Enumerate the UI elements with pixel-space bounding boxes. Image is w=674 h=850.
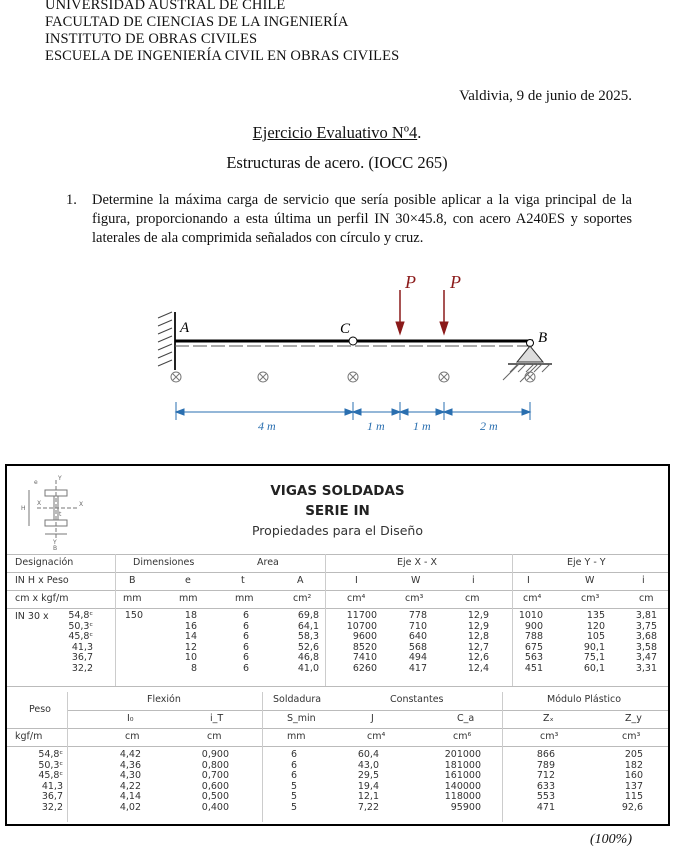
fig-label-y-bottom: Y [53, 539, 57, 546]
properties-table [5, 464, 670, 826]
table-cell: 3,75 [635, 620, 657, 632]
load-arrows [396, 290, 448, 334]
table-cell: 6260 [352, 662, 377, 674]
top-col-weight [59, 611, 93, 674]
unit-wx: cm³ [405, 593, 424, 604]
bottom-col-j [345, 750, 379, 813]
course-subtitle: Estructuras de acero. (IOCC 265) [226, 153, 448, 172]
table-cell: 140000 [444, 780, 481, 792]
top-col-ix [337, 611, 377, 674]
table-cell: 7410 [352, 652, 377, 663]
col-ix-radius: i [472, 575, 475, 586]
table-cell: 12,8 [467, 631, 489, 642]
col-ix: I [355, 575, 358, 586]
fig-label-e: e [34, 479, 38, 486]
table-cell: 0,800 [201, 759, 229, 771]
col-group-axis-x: Eje X - X [397, 557, 437, 568]
exercise-title [0, 123, 674, 143]
dim-label-1m-a: 1 m [367, 419, 385, 433]
bottom-col-zx [527, 750, 555, 813]
unit-zy: cm³ [622, 731, 641, 742]
top-col-iy-radius [623, 611, 657, 674]
designation-label: IN 30 x [15, 611, 49, 622]
dim-label-4m: 4 m [258, 419, 276, 433]
col-group-axis-y: Eje Y - Y [567, 557, 606, 568]
top-col-a [283, 611, 319, 674]
table-cell: 4,36 [119, 759, 141, 771]
table-cell: 41,0 [297, 662, 319, 674]
table-cell: 788 [524, 631, 543, 642]
table-cell: 4,22 [119, 780, 141, 792]
header-line: ESCUELA DE INGENIERÍA CIVIL EN OBRAS CIVILES [45, 48, 400, 64]
col-b: B [129, 575, 136, 586]
col-wx: W [411, 575, 421, 586]
table-cell: 789 [536, 759, 555, 771]
table-cell: 29,5 [357, 770, 379, 781]
table-cell: 451 [524, 662, 543, 674]
question-text: Determine la máxima carga de servicio que sería posible aplicar a la viga principal de la figura, proporcionando a esta última un perfil IN 30×45.8, con acero A240ES y soportes laterales de ala comprimida señalados con círculo y cruz. [92, 192, 632, 246]
table-cell: 568 [408, 641, 427, 653]
table-cell: 6 [242, 662, 249, 674]
top-col-t [231, 611, 249, 674]
top-col-wx [401, 611, 427, 674]
table-cell: 0,900 [201, 749, 229, 760]
beam-diagram [0, 262, 674, 437]
table-cell: 50,3ᶜ [38, 759, 63, 771]
table-cell: 5 [290, 791, 297, 802]
fig-label-t: t [59, 511, 62, 518]
table-series: SERIE IN [305, 503, 370, 519]
table-cell: 19,4 [357, 780, 379, 792]
table-cell: 6 [242, 652, 249, 663]
table-cell: 54,8ᶜ [38, 749, 63, 760]
exercise-title-suffix: . [417, 123, 422, 142]
table-cell: 3,31 [635, 662, 657, 674]
col-group-modulo: Módulo Plástico [547, 694, 622, 705]
table-cell: 778 [408, 610, 427, 621]
table-cell: 135 [586, 610, 605, 621]
fig-label-y-top: Y [58, 475, 62, 482]
top-group-header-row [7, 555, 668, 572]
table-cell: 417 [408, 662, 427, 674]
table-cell: 182 [624, 759, 643, 771]
table-cell: 6 [290, 759, 297, 771]
table-cell: 14 [184, 631, 197, 642]
col-iy-radius: i [642, 575, 645, 586]
col-wy: W [585, 575, 595, 586]
table-cell: 4,30 [119, 770, 141, 781]
table-cell: 120 [586, 620, 605, 632]
col-a: A [297, 575, 304, 586]
table-cell: 115 [624, 791, 643, 802]
table-cell: 54,8ᶜ [68, 610, 93, 621]
top-col-e [175, 611, 197, 674]
unit-wy: cm³ [581, 593, 600, 604]
table-cell: 866 [536, 749, 555, 760]
table-cell: 6 [290, 770, 297, 781]
table-cell: 32,2 [71, 662, 93, 674]
bottom-col-weight [29, 750, 63, 813]
table-cell: 4,14 [119, 791, 141, 802]
table-cell: 92,6 [621, 801, 643, 813]
col-it: i_T [210, 713, 224, 724]
exercise-title-text: Ejercicio Evaluativo Nº4 [252, 123, 418, 142]
bottom-col-ca [437, 750, 481, 813]
table-cell: 9600 [352, 631, 377, 642]
table-cell: 60,1 [583, 662, 605, 674]
table-cell: 4,42 [119, 749, 141, 760]
bottom-group-header-row [7, 692, 668, 709]
unit-ix: cm⁴ [347, 593, 366, 604]
table-cell: 41,3 [41, 780, 63, 792]
unit-e: mm [179, 593, 198, 604]
unit-a: cm² [293, 593, 312, 604]
table-cell: 12,7 [467, 641, 489, 653]
table-cell: 150 [124, 610, 143, 621]
table-cell: 5 [290, 801, 297, 813]
table-cell: 8520 [352, 641, 377, 653]
unit-designation: cm x kgf/m [15, 593, 69, 604]
table-cell: 36,7 [71, 652, 93, 663]
unit-smin: mm [287, 731, 306, 742]
table-cell: 633 [536, 780, 555, 792]
table-cell: 563 [524, 652, 543, 663]
fixed-support-hatch [158, 312, 175, 370]
table-cell: 181000 [444, 759, 481, 771]
unit-iy-radius: cm [639, 593, 654, 604]
table-cell: 36,7 [41, 791, 63, 802]
question-number: 1. [66, 192, 77, 208]
table-cell: 52,6 [297, 641, 319, 653]
table-cell: 0,500 [201, 791, 229, 802]
table-cell: 640 [408, 631, 427, 642]
table-cell: 46,8 [297, 652, 319, 663]
table-cell: 12,9 [467, 610, 489, 621]
col-smin: S_min [287, 713, 316, 724]
point-label-b: B [538, 330, 548, 346]
unit-ca: cm⁶ [453, 731, 472, 742]
table-cell: 0,600 [201, 780, 229, 792]
table-cell: 710 [408, 620, 427, 632]
table-cell: 64,1 [297, 620, 319, 632]
table-cell: 12 [184, 641, 197, 653]
table-cell: 10 [184, 652, 197, 663]
col-ca: C_a [457, 713, 475, 724]
table-cell: 50,3ᶜ [68, 620, 93, 632]
fig-label-x-right: X [79, 501, 84, 508]
table-subtitle: Propiedades para el Diseño [251, 523, 423, 538]
table-cell: 8 [190, 662, 197, 674]
bottom-col-it [191, 750, 229, 813]
hinge-c [349, 337, 357, 345]
table-cell: 471 [536, 801, 555, 813]
col-t: t [241, 575, 245, 586]
col-zx: Zₓ [543, 713, 554, 724]
unit-zx: cm³ [540, 731, 559, 742]
table-cell: 105 [586, 631, 605, 642]
table-cell: 201000 [444, 749, 481, 760]
table-cell: 900 [524, 620, 543, 632]
unit-ix-radius: cm [465, 593, 480, 604]
table-cell: 6 [242, 641, 249, 653]
table-cell: 7,22 [357, 801, 379, 813]
table-cell: 161000 [444, 770, 481, 781]
bottom-col-smin [285, 750, 297, 813]
col-group-constantes: Constantes [390, 694, 444, 705]
bottom-units-row [7, 729, 668, 746]
table-cell: 95900 [450, 801, 481, 813]
load-label-p2: P [450, 272, 461, 292]
top-units-row [7, 591, 668, 608]
lateral-support-icons [171, 372, 535, 382]
top-col-b [117, 611, 143, 622]
col-group-designation: Designación [15, 557, 74, 568]
table-cell: 3,47 [635, 652, 657, 663]
table-cell: 3,58 [635, 641, 657, 653]
unit-j: cm⁴ [367, 731, 386, 742]
unit-it: cm [207, 731, 222, 742]
header-line: FACULTAD DE CIENCIAS DE LA INGENIERÍA [45, 14, 349, 30]
table-cell: 6 [242, 631, 249, 642]
table-cell: 12,9 [467, 620, 489, 632]
institution-header [45, 0, 399, 65]
table-cell: 5 [290, 780, 297, 792]
col-zy: Z_y [625, 713, 642, 724]
table-cell: 12,6 [467, 652, 489, 663]
point-label-c: C [340, 321, 351, 337]
bottom-subheader-row [7, 711, 668, 728]
dim-label-1m-b: 1 m [413, 419, 431, 433]
table-cell: 1010 [518, 610, 543, 621]
top-col-wy [567, 611, 605, 674]
table-cell: 0,700 [201, 770, 229, 781]
table-cell: 60,4 [357, 749, 379, 760]
table-cell: 10700 [346, 620, 377, 632]
table-cell: 12,1 [357, 791, 379, 802]
unit-peso: kgf/m [15, 731, 43, 742]
col-j: J [371, 713, 374, 724]
table-cell: 45,8ᶜ [68, 631, 93, 642]
bottom-col-zy [613, 750, 643, 813]
table-cell: 16 [184, 620, 197, 632]
load-label-p1: P [405, 272, 416, 292]
weight-footer: (100%) [590, 832, 632, 847]
table-cell: 11700 [346, 610, 377, 621]
fig-label-b: B [53, 545, 58, 550]
point-label-a: A [180, 320, 190, 336]
table-cell: 90,1 [583, 641, 605, 653]
table-cell: 41,3 [71, 641, 93, 653]
table-cell: 6 [290, 749, 297, 760]
dimension-lines [176, 402, 530, 420]
document-date: Valdivia, 9 de junio de 2025. [459, 88, 632, 104]
col-designation: IN H x Peso [15, 575, 69, 586]
table-cell: 118000 [444, 791, 481, 802]
table-cell: 160 [624, 770, 643, 781]
table-cell: 32,2 [41, 801, 63, 813]
table-cell: 58,3 [297, 631, 319, 642]
unit-t: mm [235, 593, 254, 604]
header-line: INSTITUTO DE OBRAS CIVILES [45, 31, 258, 47]
col-group-area: Area [257, 557, 279, 568]
fig-label-h: H [21, 505, 26, 512]
table-cell: 18 [184, 610, 197, 621]
table-cell: 712 [536, 770, 555, 781]
table-cell: 0,400 [201, 801, 229, 813]
table-cell: 12,4 [467, 662, 489, 674]
table-cell: 43,0 [357, 759, 379, 771]
question-1 [66, 191, 632, 248]
col-peso: Peso [29, 704, 51, 715]
table-cell: 3,81 [635, 610, 657, 621]
table-cell: 675 [524, 641, 543, 653]
col-group-flexion: Flexión [147, 694, 181, 705]
top-subheader-row [7, 573, 668, 590]
col-i0: I₀ [127, 713, 134, 724]
top-col-ix-radius [453, 611, 489, 674]
unit-iy: cm⁴ [523, 593, 542, 604]
table-cell: 494 [408, 652, 427, 663]
table-cell: 45,8ᶜ [38, 770, 63, 781]
table-cell: 4,02 [119, 801, 141, 813]
bottom-col-i0 [111, 750, 141, 813]
table-cell: 553 [536, 791, 555, 802]
table-cell: 137 [624, 780, 643, 792]
table-title: VIGAS SOLDADAS [270, 483, 405, 499]
col-e: e [185, 575, 191, 586]
header-line: UNIVERSIDAD AUSTRAL DE CHILE [45, 0, 286, 13]
table-cell: 6 [242, 620, 249, 632]
table-cell: 75,1 [583, 652, 605, 663]
col-group-soldadura: Soldadura [273, 694, 322, 705]
table-cell: 205 [624, 749, 643, 760]
col-group-dimensions: Dimensiones [133, 557, 195, 568]
fig-label-x-left: X [37, 500, 42, 507]
table-cell: 69,8 [297, 610, 319, 621]
col-iy: I [527, 575, 530, 586]
unit-b: mm [123, 593, 142, 604]
unit-i0: cm [125, 731, 140, 742]
table-cell: 6 [242, 610, 249, 621]
dim-label-2m: 2 m [480, 419, 498, 433]
top-col-iy [511, 611, 543, 674]
table-cell: 3,68 [635, 631, 657, 642]
